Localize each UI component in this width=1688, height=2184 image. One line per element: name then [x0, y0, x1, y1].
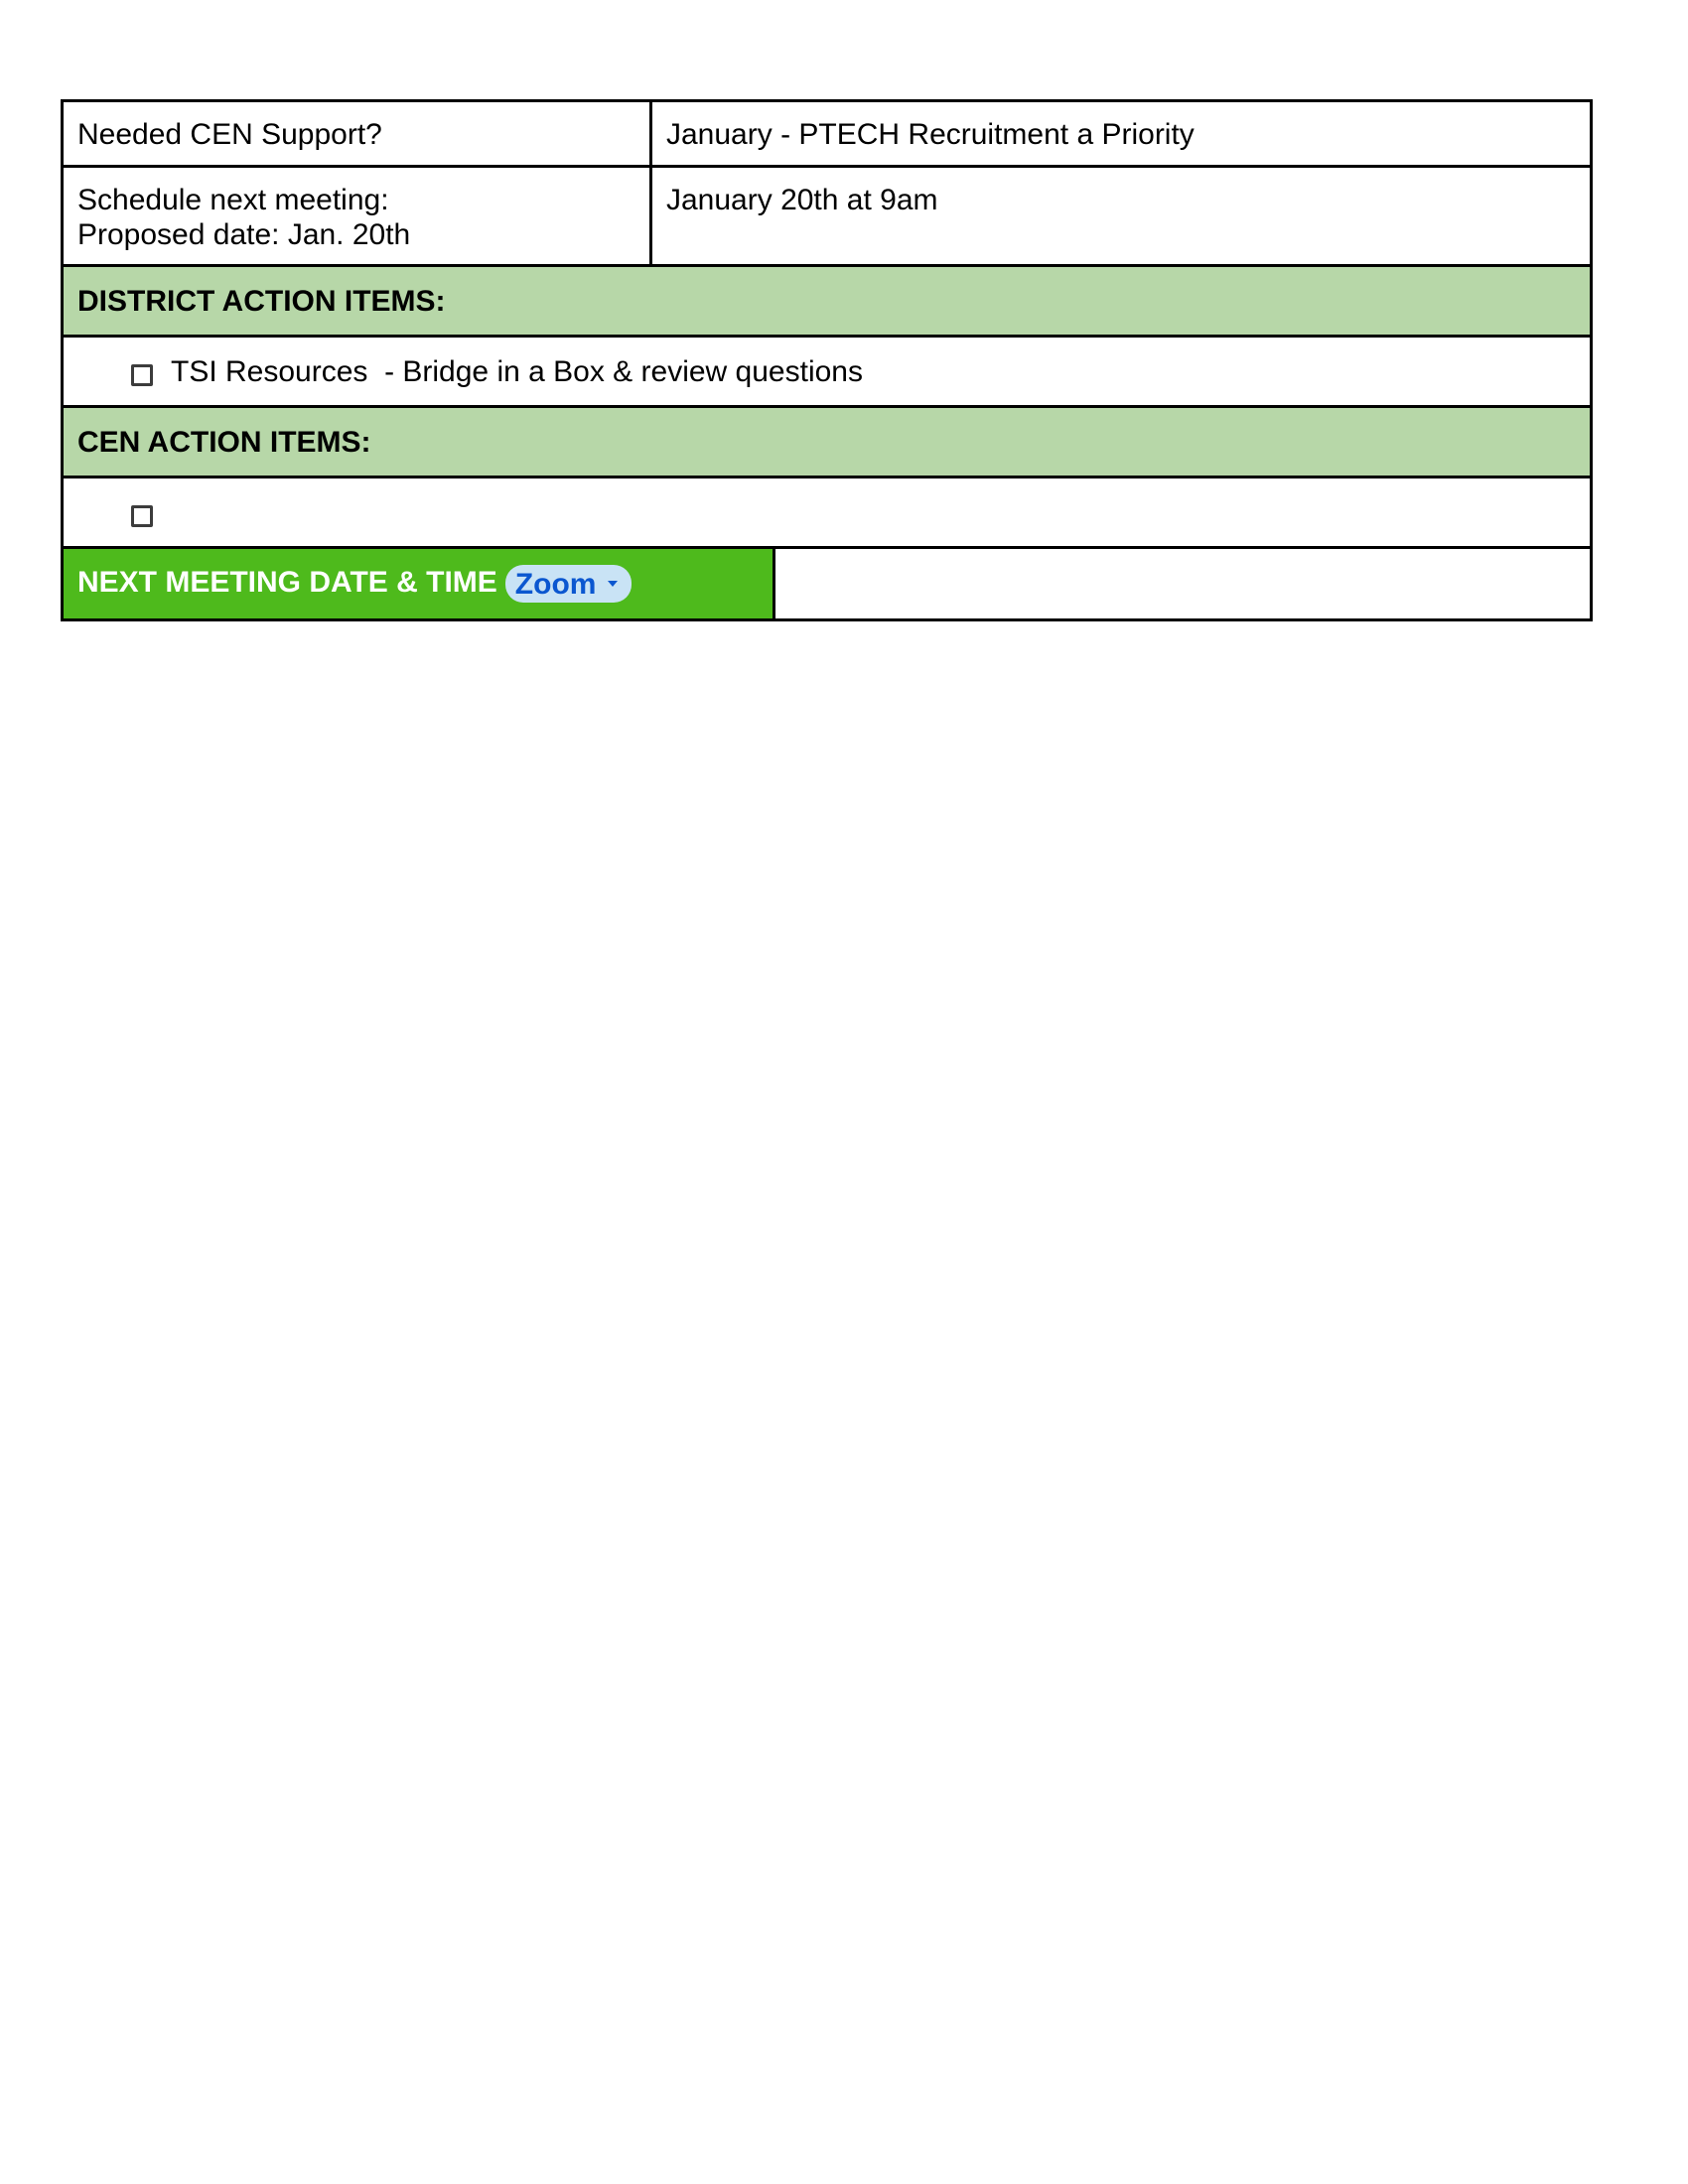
- schedule-label-line2: Proposed date: Jan. 20th: [77, 218, 411, 251]
- cen-action-items-header: CEN ACTION ITEMS:: [63, 407, 1592, 478]
- support-value[interactable]: January - PTECH Recruitment a Priority: [651, 101, 1592, 167]
- next-meeting-label: NEXT MEETING DATE & TIME: [77, 565, 497, 599]
- district-item-row: [63, 337, 1592, 407]
- schedule-value[interactable]: January 20th at 9am: [651, 167, 1592, 266]
- next-meeting-label-cell: [63, 548, 774, 620]
- district-header-row: [63, 266, 1592, 337]
- zoom-chip-label: Zoom: [514, 567, 597, 601]
- schedule-label-cell: [63, 167, 651, 266]
- support-label: Needed CEN Support?: [63, 101, 651, 167]
- district-item-text[interactable]: TSI Resources - Bridge in a Box & review questions: [171, 354, 863, 388]
- cen-item-row: [63, 478, 1592, 548]
- meeting-notes-table: [61, 99, 1593, 621]
- zoom-chip[interactable]: [505, 565, 633, 603]
- district-action-items-header: DISTRICT ACTION ITEMS:: [63, 266, 1592, 337]
- district-item-cell: [63, 337, 1592, 407]
- cen-item-cell: [63, 478, 1592, 548]
- next-meeting-value[interactable]: [774, 548, 1592, 620]
- cen-item-checkbox[interactable]: [131, 505, 153, 527]
- cen-header-row: [63, 407, 1592, 478]
- next-meeting-row: [63, 548, 1592, 620]
- schedule-row: [63, 167, 1592, 266]
- schedule-label-line1: Schedule next meeting:: [77, 184, 389, 216]
- caret-down-icon: [608, 581, 618, 587]
- district-item-checkbox[interactable]: [131, 364, 153, 386]
- support-row: [63, 101, 1592, 167]
